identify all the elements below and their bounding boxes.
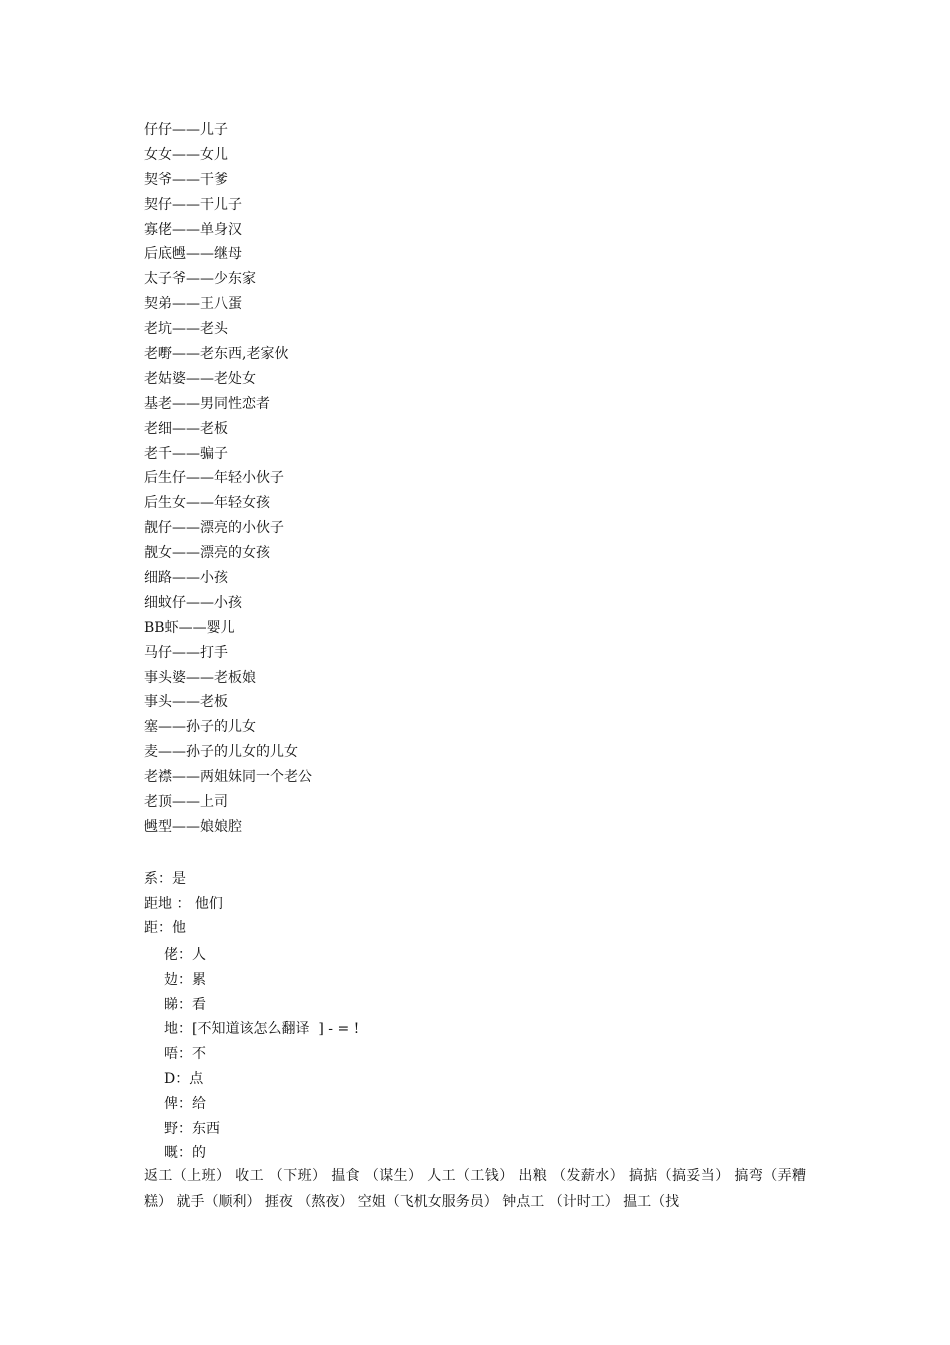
vocab-item: 后生仔——年轻小伙子 [144, 470, 284, 487]
vocab-item: 事头婆——老板娘 [144, 669, 256, 686]
vocab-item: 老襟——两姐妹同一个老公 [144, 769, 312, 786]
pronoun-item: 系：是 [144, 871, 186, 887]
word-item: 睇：看 [164, 996, 206, 1013]
word-item: 嘅：的 [164, 1145, 206, 1162]
vocab-item: 马仔——打手 [144, 644, 228, 661]
vocab-item: 麦——孙子的儿女的儿女 [144, 744, 298, 761]
vocab-item: 契弟——王八蛋 [144, 296, 242, 313]
vocab-item: 老千——骗子 [144, 445, 228, 462]
vocab-item: 塞——孙子的儿女 [144, 719, 256, 736]
vocab-item: 契爷——干爹 [144, 171, 228, 188]
vocab-item: 老姑婆——老处女 [144, 370, 256, 387]
pronoun-item: 距地 ： 他们 [144, 895, 223, 912]
vocab-item: 老嘢——老东西,老家伙 [144, 346, 289, 363]
vocab-item: 事头——老板 [144, 694, 228, 711]
word-item: 佬：人 [164, 947, 206, 963]
word-item: D：点 [164, 1070, 204, 1087]
word-list [164, 943, 359, 1166]
vocab-item: 细蚊仔——小孩 [144, 594, 242, 611]
vocab-item: 老细——老板 [144, 420, 228, 437]
vocab-item: 太子爷——少东家 [144, 271, 256, 288]
vocab-item: 细路——小孩 [144, 570, 228, 587]
word-item: 攰：累 [164, 971, 206, 988]
vocab-item: 靓女——漂亮的女孩 [144, 545, 270, 562]
vocab-item: 乸型——娘娘腔 [144, 818, 242, 835]
word-item: 野：东西 [164, 1120, 220, 1137]
vocab-item: 基老——男同性恋者 [144, 395, 270, 412]
vocab-item: 靓仔——漂亮的小伙子 [144, 520, 284, 537]
pronoun-item: 距：他 [144, 920, 186, 936]
vocab-item: 契仔——干儿子 [144, 196, 242, 213]
vocab-item: BB虾——婴儿 [144, 619, 235, 636]
vocab-item: 仔仔——儿子 [144, 122, 228, 138]
vocab-item: 女女——女儿 [144, 146, 228, 163]
pronoun-list [144, 867, 223, 941]
vocab-item: 老顶——上司 [144, 794, 228, 811]
word-item: 唔：不 [164, 1046, 206, 1063]
word-item: 俾：给 [164, 1095, 206, 1112]
vocab-item: 老坑——老头 [144, 321, 228, 338]
phrase-paragraph: 返工（上班） 收工 （下班） 揾食 （谋生） 人工（工钱） 出粮 （发薪水） 搞掂（搞妥当） 搞弯（弄糟糕） 就手（顺利） 捱夜 （熬夜） 空姐（飞机女服务员） 钟点工 （计时工） 揾工（找 [144, 1168, 806, 1210]
word-item: 地：[不知道该怎么翻译 ] - = ! [164, 1021, 360, 1038]
kinship-vocab-list [144, 118, 312, 840]
vocab-item: 后生女——年轻女孩 [144, 495, 270, 512]
vocab-item: 寡佬——单身汉 [144, 221, 242, 238]
vocab-item: 后底乸——继母 [144, 246, 242, 263]
